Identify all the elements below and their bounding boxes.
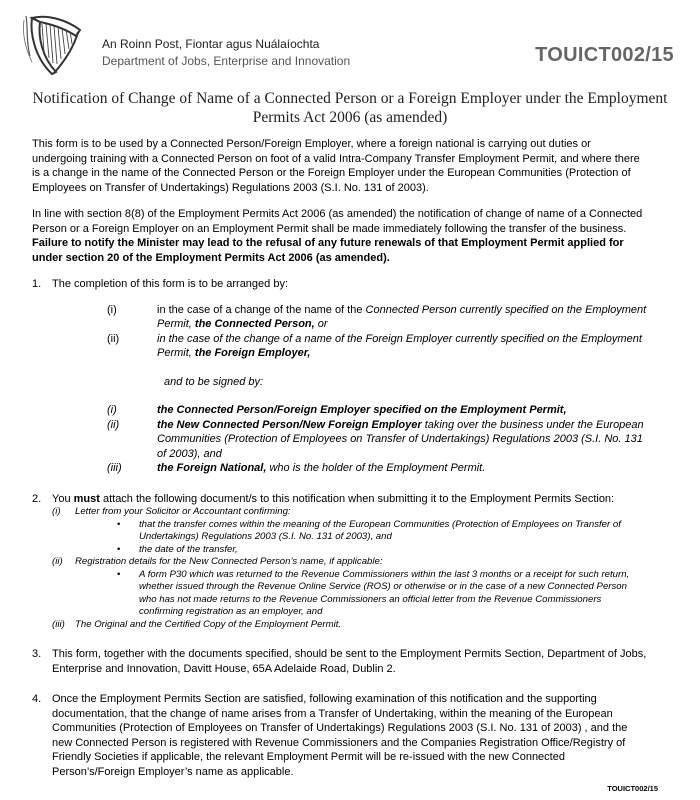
item-label: (ii) — [107, 332, 120, 345]
item-text-bold: the Connected Person, — [194, 318, 315, 331]
section-4 — [32, 692, 647, 779]
section-1-number: 1. — [32, 278, 42, 291]
section-2-text — [52, 492, 647, 507]
attachment-i — [52, 506, 647, 518]
signed-by-heading: and to be signed by: — [164, 375, 264, 388]
bullet-item — [117, 544, 647, 556]
bullet-item — [117, 519, 647, 544]
attachment-iii — [52, 619, 647, 631]
bullet-icon: • — [117, 543, 121, 555]
letterhead — [22, 12, 682, 82]
notification-paragraph — [32, 207, 647, 265]
item-text: Letter from your Solicitor or Accountant confirming: — [75, 506, 291, 518]
intro-paragraph: This form is to be used by a Connected Person/Foreign Employer, where a foreign national is carrying out duties or undergoing training with a Connected Person on foot of a valid Intra-Company Transfer Employment Permit, and where there is a change in the name of the Connected Person or the Foreign Employer under the European Communities (Protection of Employees on Transfer of Undertakings) Regulations 2003 (S.I. No. 131 of 2003). — [32, 138, 640, 194]
item-label: (ii) — [107, 418, 120, 431]
item-label: (iii) — [52, 618, 65, 630]
section-2-must: must — [73, 492, 100, 505]
item-text: The Original and the Certified Copy of the Employment Permit. — [75, 618, 342, 630]
section-3-text: This form, together with the documents specified, should be sent to the Employment Permits Section, Department of Jobs, Enterprise and Innovation, Davitt House, 65A Adelaide Road, Dublin 2. — [52, 648, 647, 675]
harp-icon — [22, 12, 86, 78]
form-code-footer: TOUICT002/15 — [607, 784, 658, 793]
section-3-number: 3. — [32, 648, 42, 660]
department-name-english: Department of Jobs, Enterprise and Innovation — [102, 54, 351, 68]
item-text: that the transfer comes within the meaning of the European Communities (Protection of Employees on Transfer of Undertakings) Regulations 2003 (S.I. No. 131 of 2003), and — [139, 518, 621, 543]
bullet-icon: • — [117, 568, 121, 580]
item-text-bold: the Connected Person/Foreign Employer specified on the Employment Permit, — [157, 404, 567, 417]
section-2-text-a: You — [52, 492, 74, 505]
item-text-italic: taking over the business under the European Communities (Protection of Employees on Transfer of Undertakings) Regulations 2003 (S.I. No. 131 of 2003), and — [157, 418, 644, 460]
item-label: (iii) — [107, 462, 122, 475]
signatory-iii — [52, 461, 647, 476]
item-text-bold: the Foreign Employer, — [194, 347, 311, 360]
item-text-bold: the New Connected Person/New Foreign Employer — [157, 418, 422, 431]
section-4-text: Once the Employment Permits Section are satisfied, following examination of this notification and the supporting documentation, that the change of name arises from a Transfer of Undertaking, within the meaning of the European Communities (Protection of Employees on Transfer of Undertakings) Regulations 2003 (S.I. No. 131 of 2003) , and the new Connected Person is registered with Revenue Commissioners and the Companies Registration Office/Registry of Friendly Societies if applicable, the relevant Employment Permit will be re-issued with the new Connected Person’s/Foreign Employer’s name as applicable. — [52, 693, 628, 778]
section-4-number: 4. — [32, 693, 42, 706]
notification-text: In line with section 8(8) of the Employment Permits Act 2006 (as amended) the notification of change of name of a Connected Person or a Foreign Employer on an Employment Permit shall be made immediately following the transfer of the business. — [32, 208, 643, 235]
section-2-number: 2. — [32, 492, 42, 505]
signatory-i — [52, 403, 647, 418]
bullet-icon: • — [117, 518, 121, 530]
notification-warning: Failure to notify the Minister may lead to the refusal of any future renewals of that Employment Permit applied for under section 20 of the Employment Permits Act 2006 (as amended). — [32, 237, 624, 264]
form-body — [32, 137, 647, 791]
section-2-text-b: attach the following document/s to this notification when submitting it to the Employment Permits Section: — [99, 492, 615, 505]
bullet-item — [117, 569, 647, 619]
item-text-italic: in the case of the change of a name of the Foreign Employer currently specified on the Employment Permit, — [157, 332, 642, 360]
attachment-ii — [52, 556, 647, 568]
attachments-list — [32, 506, 647, 631]
section-1-item-ii — [52, 332, 647, 361]
item-text-italic: Connected Person currently specified on the Employment Permit, — [157, 303, 647, 331]
item-text-italic: who is the holder of the Employment Permit. — [266, 462, 486, 475]
section-3 — [32, 647, 647, 676]
item-label: (i) — [52, 506, 61, 518]
department-name-irish: An Roinn Post, Fiontar agus Nuálaíochta — [102, 37, 320, 51]
section-2 — [32, 492, 647, 507]
item-label: (ii) — [52, 556, 63, 568]
item-label: (i) — [107, 303, 117, 316]
item-text: Registration details for the New Connected Person’s name, if applicable: — [75, 556, 383, 568]
item-text: A form P30 which was returned to the Revenue Commissioners within the last 3 months or a receipt for such return, whether issued through the Revenue Online Service (ROS) or otherwise or in the case of a new Connected Person who has not made returns to the Revenue Commissioners an official letter from the Revenue Commissioners confirming registration as an employer, and — [139, 568, 630, 618]
form-code-header: TOUICT002/15 — [535, 44, 674, 66]
form-title: Notification of Change of Name of a Connected Person or a Foreign Employer under the Employment Permits Act 2006 (as amended) — [32, 90, 668, 126]
section-1-text: The completion of this form is to be arranged by: — [52, 278, 289, 291]
section-1 — [32, 277, 647, 476]
item-text-italic: or — [314, 318, 328, 331]
item-text: in the case of a change of the name of the — [157, 303, 366, 316]
item-text-bold: the Foreign National, — [157, 462, 267, 475]
item-label: (i) — [107, 404, 117, 417]
item-text: the date of the transfer, — [139, 543, 238, 555]
signatory-ii — [52, 418, 647, 462]
section-1-item-i — [52, 303, 647, 332]
